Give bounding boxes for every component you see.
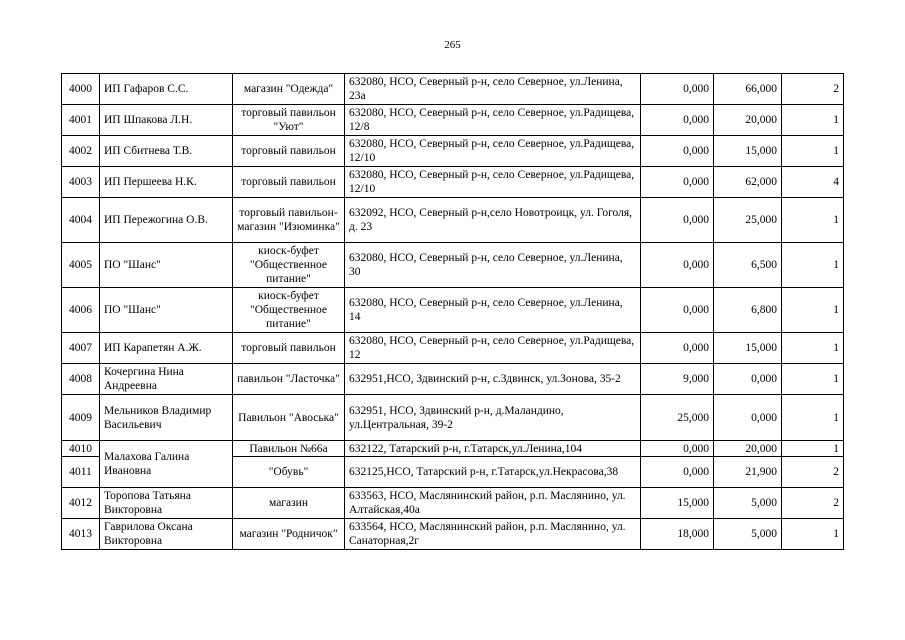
count: 1 <box>782 288 844 333</box>
owner-name: ИП Пережогина О.В. <box>100 198 233 243</box>
registry-table <box>61 73 844 550</box>
table-row <box>62 333 844 364</box>
owner-name: ИП Сбитнева Т.В. <box>100 136 233 167</box>
address: 632080, НСО, Северный р-н, село Северное, ул.Радищева, 12/8 <box>345 105 641 136</box>
count: 1 <box>782 243 844 288</box>
value-2: 66,000 <box>714 74 782 105</box>
value-2: 15,000 <box>714 136 782 167</box>
value-1: 0,000 <box>641 243 714 288</box>
address: 632080, НСО, Северный р-н, село Северное, ул.Ленина, 30 <box>345 243 641 288</box>
value-1: 0,000 <box>641 105 714 136</box>
value-1: 0,000 <box>641 288 714 333</box>
value-1: 0,000 <box>641 457 714 488</box>
count: 1 <box>782 136 844 167</box>
value-1: 0,000 <box>641 198 714 243</box>
value-2: 15,000 <box>714 333 782 364</box>
value-2: 21,900 <box>714 457 782 488</box>
address: 632951,НСО, Здвинский р-н, с.Здвинск, ул.Зонова, 35-2 <box>345 364 641 395</box>
address: 632080, НСО, Северный р-н, село Северное, ул.Радищева, 12/10 <box>345 136 641 167</box>
row-number: 4007 <box>62 333 100 364</box>
owner-name: ИП Карапетян А.Ж. <box>100 333 233 364</box>
row-number: 4001 <box>62 105 100 136</box>
value-1: 15,000 <box>641 488 714 519</box>
value-2: 25,000 <box>714 198 782 243</box>
object-type: киоск-буфет "Общественное питание" <box>233 243 345 288</box>
value-2: 5,000 <box>714 519 782 550</box>
count: 1 <box>782 105 844 136</box>
table-row <box>62 519 844 550</box>
object-type: павильон "Ласточка" <box>233 364 345 395</box>
value-1: 0,000 <box>641 167 714 198</box>
address: 632080, НСО, Северный р-н, село Северное, ул.Радищева, 12/10 <box>345 167 641 198</box>
row-number: 4005 <box>62 243 100 288</box>
address: 633563, НСО, Маслянинский район, р.п. Маслянино, ул. Алтайская,40а <box>345 488 641 519</box>
row-number: 4004 <box>62 198 100 243</box>
table-row <box>62 198 844 243</box>
value-1: 0,000 <box>641 136 714 167</box>
owner-name: Мельников Владимир Васильевич <box>100 395 233 441</box>
page-number: 265 <box>444 39 461 51</box>
value-1: 0,000 <box>641 74 714 105</box>
object-type: магазин <box>233 488 345 519</box>
owner-name: Гаврилова Оксана Викторовна <box>100 519 233 550</box>
row-number: 4012 <box>62 488 100 519</box>
table-row <box>62 167 844 198</box>
address: 632951, НСО, Здвинский р-н, д.Маландино, ул.Центральная, 39-2 <box>345 395 641 441</box>
object-type: торговый павильон "Уют" <box>233 105 345 136</box>
count: 1 <box>782 395 844 441</box>
count: 2 <box>782 74 844 105</box>
address: 632080, НСО, Северный р-н, село Северное, ул.Ленина, 14 <box>345 288 641 333</box>
count: 1 <box>782 519 844 550</box>
row-number: 4011 <box>62 457 100 488</box>
value-2: 5,000 <box>714 488 782 519</box>
value-2: 0,000 <box>714 395 782 441</box>
row-number: 4008 <box>62 364 100 395</box>
row-number: 4013 <box>62 519 100 550</box>
value-1: 0,000 <box>641 441 714 457</box>
address: 632080, НСО, Северный р-н, село Северное, ул.Радищева, 12 <box>345 333 641 364</box>
object-type: киоск-буфет "Общественное питание" <box>233 288 345 333</box>
count: 1 <box>782 198 844 243</box>
table-row <box>62 136 844 167</box>
object-type: магазин "Одежда" <box>233 74 345 105</box>
table-row <box>62 105 844 136</box>
value-1: 9,000 <box>641 364 714 395</box>
row-number: 4010 <box>62 441 100 457</box>
object-type: торговый павильон <box>233 136 345 167</box>
owner-name: ИП Першеева Н.К. <box>100 167 233 198</box>
value-1: 0,000 <box>641 333 714 364</box>
object-type: Павильон "Авоська" <box>233 395 345 441</box>
object-type: Павильон №66а <box>233 441 345 457</box>
row-number: 4006 <box>62 288 100 333</box>
owner-name: ПО "Шанс" <box>100 288 233 333</box>
value-2: 0,000 <box>714 364 782 395</box>
value-1: 25,000 <box>641 395 714 441</box>
object-type: магазин "Родничок" <box>233 519 345 550</box>
value-1: 18,000 <box>641 519 714 550</box>
table-row <box>62 288 844 333</box>
table-row <box>62 364 844 395</box>
count: 1 <box>782 441 844 457</box>
row-number: 4009 <box>62 395 100 441</box>
count: 4 <box>782 167 844 198</box>
object-type: торговый павильон-магазин "Изюминка" <box>233 198 345 243</box>
address: 632092, НСО, Северный р-н,село Новотроицк, ул. Гоголя, д. 23 <box>345 198 641 243</box>
value-2: 6,500 <box>714 243 782 288</box>
row-number: 4002 <box>62 136 100 167</box>
value-2: 6,800 <box>714 288 782 333</box>
count: 1 <box>782 333 844 364</box>
count: 2 <box>782 457 844 488</box>
address: 632125,НСО, Татарский р-н, г.Татарск,ул.Некрасова,38 <box>345 457 641 488</box>
object-type: "Обувь" <box>233 457 345 488</box>
object-type: торговый павильон <box>233 167 345 198</box>
table-row <box>62 243 844 288</box>
owner-name: Торопова Татьяна Викторовна <box>100 488 233 519</box>
table-row <box>62 488 844 519</box>
object-type: торговый павильон <box>233 333 345 364</box>
row-number: 4000 <box>62 74 100 105</box>
address: 632080, НСО, Северный р-н, село Северное, ул.Ленина, 23а <box>345 74 641 105</box>
table-row <box>62 395 844 441</box>
owner-name: ИП Гафаров С.С. <box>100 74 233 105</box>
count: 1 <box>782 364 844 395</box>
count: 2 <box>782 488 844 519</box>
table-row <box>62 74 844 105</box>
value-2: 20,000 <box>714 441 782 457</box>
owner-name: ИП Шпакова Л.Н. <box>100 105 233 136</box>
owner-name: Кочергина Нина Андреевна <box>100 364 233 395</box>
value-2: 62,000 <box>714 167 782 198</box>
row-number: 4003 <box>62 167 100 198</box>
address: 632122, Татарский р-н, г.Татарск,ул.Ленина,104 <box>345 441 641 457</box>
owner-name: ПО "Шанс" <box>100 243 233 288</box>
table-row <box>62 441 844 457</box>
address: 633564, НСО, Маслянинский район, р.п. Маслянино, ул. Санаторная,2г <box>345 519 641 550</box>
value-2: 20,000 <box>714 105 782 136</box>
owner-name: Малахова Галина Ивановна <box>100 441 233 488</box>
